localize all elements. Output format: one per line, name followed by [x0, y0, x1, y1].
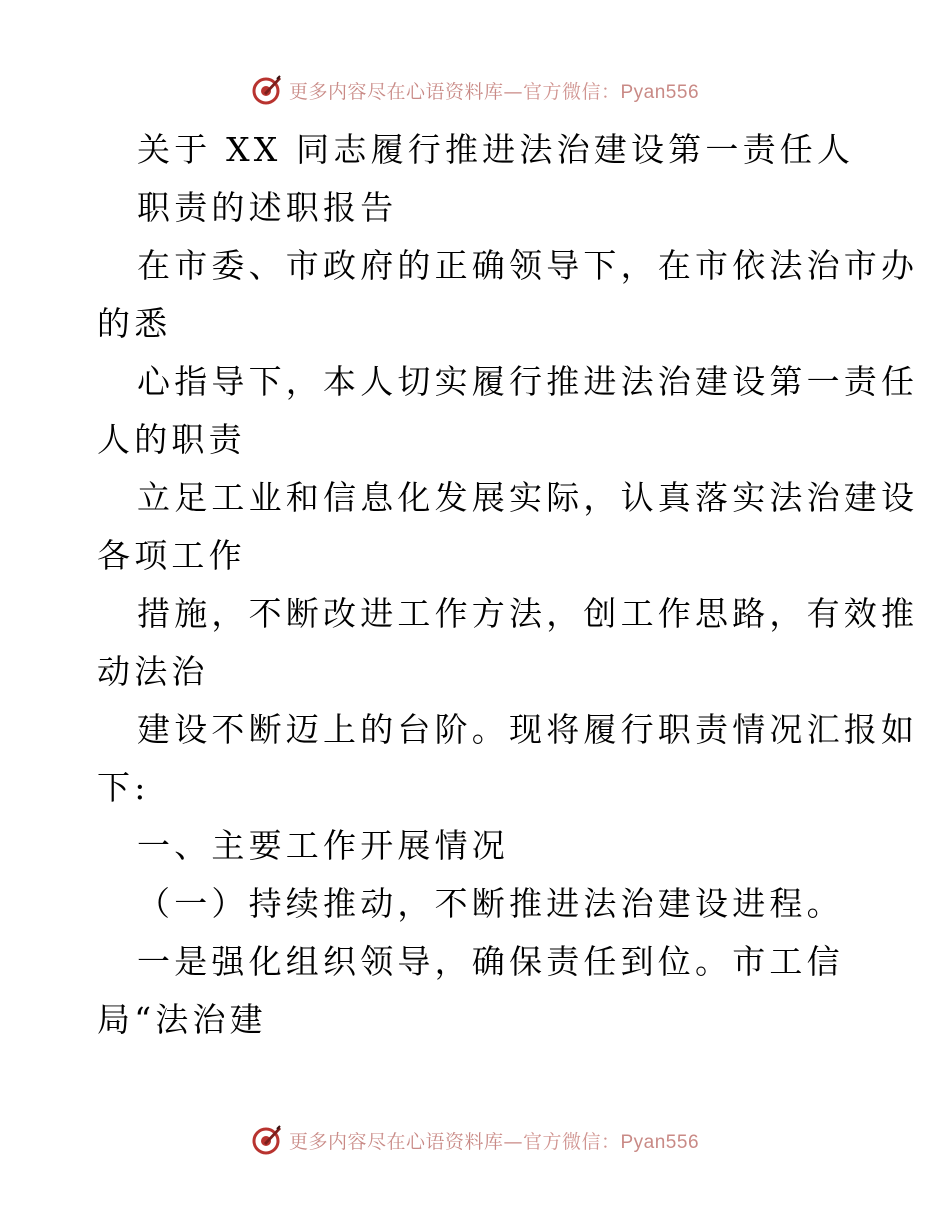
watermark-text [289, 1127, 699, 1154]
text-line: 立足工业和信息化发展实际，认真落实法治建设 [137, 478, 919, 517]
text-line: 建设不断迈上的台阶。现将履行职责情况汇报如 [137, 710, 919, 749]
footer-watermark [0, 1120, 950, 1160]
text-line: 关于 XX 同志履行推进法治建设第一责任人 [137, 130, 855, 169]
document-body [97, 121, 919, 1049]
text-line: 的悉 [97, 304, 172, 343]
watermark-main: 更多内容尽在心语资料库 [288, 80, 504, 103]
header-watermark [0, 70, 950, 110]
text-line: （一）持续推动，不断推进法治建设进程。 [137, 884, 844, 923]
watermark-sub: 官方微信： [522, 1130, 621, 1153]
text-line: 在市委、市政府的正确领导下，在市依法治市办 [137, 246, 919, 285]
pen-logo-icon [251, 74, 283, 106]
pen-logo-icon [251, 1124, 283, 1156]
watermark-sub: 官方微信： [522, 80, 621, 103]
text-line: 人的职责 [97, 420, 246, 459]
watermark-dash: — [503, 80, 523, 103]
text-line: 职责的述职报告 [137, 188, 398, 227]
text-line: 一是强化组织领导，确保责任到位。市工信 [137, 942, 844, 981]
text-line: 动法治 [97, 652, 209, 691]
watermark-wechat-id: Pyan556 [620, 1131, 700, 1153]
text-line: 各项工作 [97, 536, 246, 575]
watermark-wechat-id: Pyan556 [620, 81, 700, 103]
watermark-dash: — [503, 1130, 523, 1153]
text-line: 心指导下，本人切实履行推进法治建设第一责任 [137, 362, 919, 401]
watermark-text [289, 77, 699, 104]
text-line: 一、主要工作开展情况 [137, 826, 509, 865]
text-line: 下: [97, 768, 150, 807]
text-line: 措施，不断改进工作方法，创工作思路，有效推 [137, 594, 919, 633]
watermark-main: 更多内容尽在心语资料库 [288, 1130, 504, 1153]
text-line: 局“法治建 [97, 1000, 267, 1039]
